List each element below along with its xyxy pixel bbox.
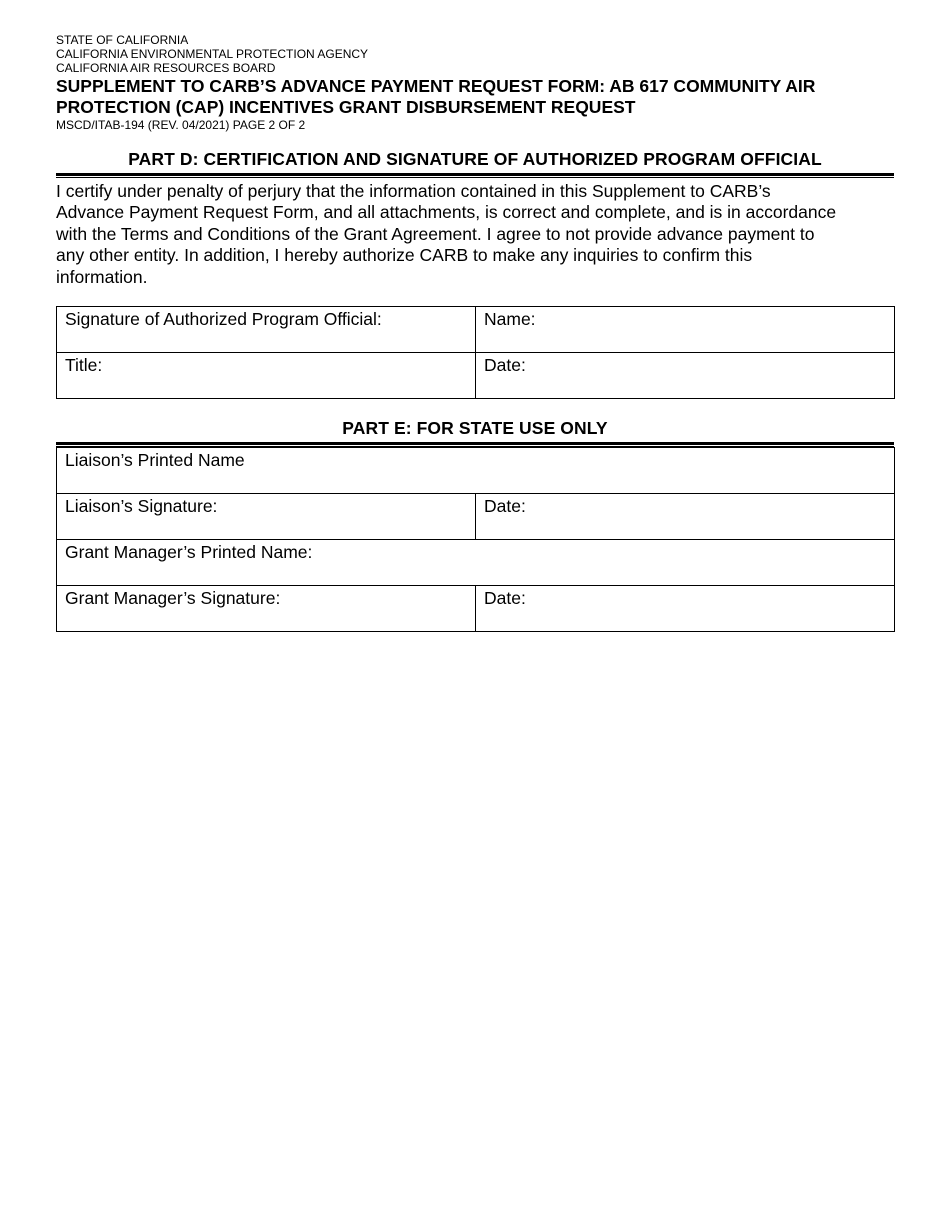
- certification-line: information.: [56, 266, 148, 287]
- official-signature-label: Signature of Authorized Program Official:: [65, 309, 382, 330]
- part-d-section: [56, 149, 894, 399]
- liaison-signature-label: Liaison’s Signature:: [65, 496, 218, 517]
- official-name-label: Name:: [484, 309, 536, 330]
- manager-date-field[interactable]: [476, 586, 895, 632]
- liaison-date-field[interactable]: [476, 494, 895, 540]
- official-title-label: Title:: [65, 355, 103, 376]
- certification-statement: [56, 181, 894, 288]
- board-line: CALIFORNIA AIR RESOURCES BOARD: [56, 61, 276, 75]
- table-row: [57, 494, 895, 540]
- table-row: [57, 448, 895, 494]
- manager-signature-label: Grant Manager’s Signature:: [65, 588, 281, 609]
- form-title-line-1: SUPPLEMENT TO CARB’S ADVANCE PAYMENT REQUEST FORM: AB 617 COMMUNITY AIR: [56, 76, 816, 96]
- state-use-table: [56, 447, 895, 632]
- official-signature-field[interactable]: [57, 307, 476, 353]
- official-date-field[interactable]: [476, 353, 895, 399]
- table-row: [57, 586, 895, 632]
- certification-line: Advance Payment Request Form, and all attachments, is correct and complete, and is in accordance: [56, 202, 837, 223]
- liaison-date-label: Date:: [484, 496, 526, 517]
- official-date-label: Date:: [484, 355, 526, 376]
- manager-name-label: Grant Manager’s Printed Name:: [65, 542, 313, 563]
- liaison-name-field[interactable]: [57, 448, 895, 494]
- liaison-signature-field[interactable]: [57, 494, 476, 540]
- official-name-field[interactable]: [476, 307, 895, 353]
- manager-signature-field[interactable]: [57, 586, 476, 632]
- part-e-section: [56, 418, 894, 632]
- official-signature-table: [56, 306, 895, 399]
- official-title-field[interactable]: [57, 353, 476, 399]
- form-number: MSCD/ITAB-194 (REV. 04/2021) PAGE 2 OF 2: [56, 118, 306, 132]
- manager-date-label: Date:: [484, 588, 526, 609]
- part-d-heading: PART D: CERTIFICATION AND SIGNATURE OF AUTHORIZED PROGRAM OFFICIAL: [128, 149, 822, 169]
- form-page: [56, 33, 894, 632]
- form-title-line-2: PROTECTION (CAP) INCENTIVES GRANT DISBURSEMENT REQUEST: [56, 97, 636, 117]
- certification-line: with the Terms and Conditions of the Grant Agreement. I agree to not provide advance payment to: [56, 223, 815, 244]
- liaison-name-label: Liaison’s Printed Name: [65, 450, 245, 471]
- certification-line: any other entity. In addition, I hereby authorize CARB to make any inquiries to confirm this: [56, 245, 753, 266]
- manager-name-field[interactable]: [57, 540, 895, 586]
- part-e-heading: PART E: FOR STATE USE ONLY: [342, 418, 608, 439]
- table-row: [57, 353, 895, 399]
- certification-line: I certify under penalty of perjury that the information contained in this Supplement to CARB’s: [56, 181, 771, 201]
- state-line: STATE OF CALIFORNIA: [56, 33, 189, 47]
- table-row: [57, 540, 895, 586]
- form-header: [56, 33, 894, 132]
- table-row: [57, 307, 895, 353]
- agency-line: CALIFORNIA ENVIRONMENTAL PROTECTION AGENCY: [56, 47, 369, 61]
- form-title: [56, 76, 894, 118]
- part-d-divider: [56, 173, 894, 178]
